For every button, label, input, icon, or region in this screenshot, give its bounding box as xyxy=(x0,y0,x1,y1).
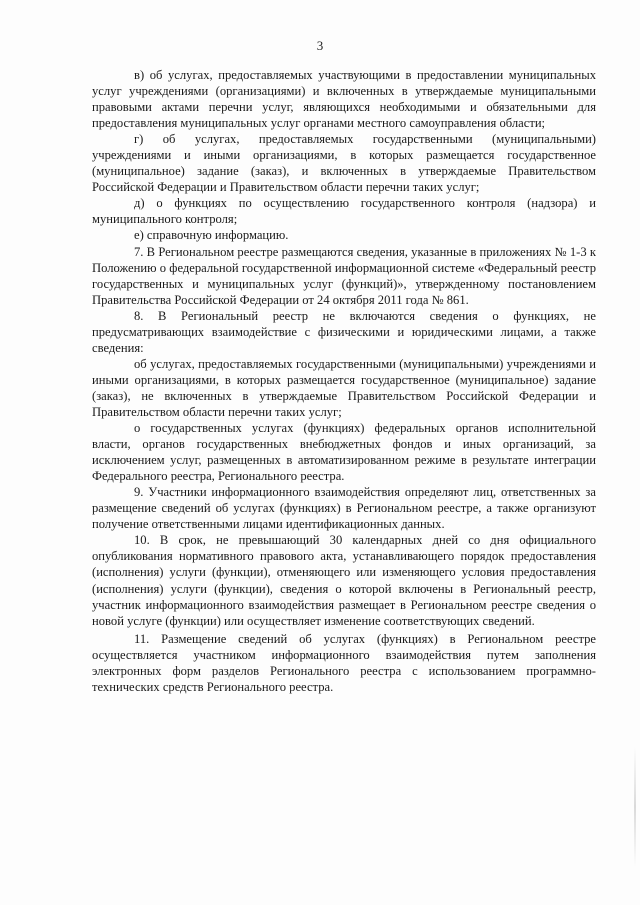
paragraph-item-d: д) о функциях по осуществлению государственного контроля (надзора) и муниципального контроля; xyxy=(92,196,596,227)
paragraph-8: 8. В Региональный реестр не включаются сведения о функциях, не предусматривающих взаимодействие с физическими и юридическими лицами, а также сведения: xyxy=(92,308,596,355)
paragraph-item-v: в) об услугах, предоставляемых участвующими в предоставлении муниципальных услуг учреждениями (организациями) и включенных в утверждаемые муниципальными правовыми актами перечни услуг, являющихся необходимыми и обязательными для предоставления муниципальных услуг органами местного самоуправления области; xyxy=(92,68,596,131)
page-number: 3 xyxy=(316,38,324,53)
scan-edge-shadow xyxy=(634,747,636,867)
document-body xyxy=(92,67,596,695)
paragraph-10: 10. В срок, не превышающий 30 календарных дней со дня официального опубликования нормативного правового акта, устанавливающего порядок предоставления (исполнения) услуги (функции), отменяющего или изменяющего условия предоставления (исполнения) услуги (функции), сведения о которой включены в Региональный реестр, участник информационного взаимодействия размещает в Региональном реестре сведения о новой услуге (функции) или осуществляет изменение соответствующих сведений. xyxy=(92,533,596,628)
paragraph-11: 11. Размещение сведений об услугах (функциях) в Региональном реестре осуществляется участником информационного взаимодействия путем заполнения электронных форм разделов Регионального реестра с использованием программно-технических средств Регионального реестра. xyxy=(92,631,596,694)
paragraph-8-sub-2: о государственных услугах (функциях) федеральных органов исполнительной власти, органов государственных внебюджетных фондов и иных организаций, за исключением услуг, размещенных в автоматизированном режиме в результате интеграции Федерального реестра, Регионального реестра. xyxy=(92,421,596,484)
paragraph-item-e: е) справочную информацию. xyxy=(134,228,289,243)
paragraph-8-sub-1: об услугах, предоставляемых государственными (муниципальными) учреждениями и иными организациями, в которых размещается государственное (муниципальное) задание (заказ), не включенных в утверждаемые Правительством Российской Федерации и Правительством области перечни таких услуг; xyxy=(92,356,596,419)
paragraph-9: 9. Участники информационного взаимодействия определяют лиц, ответственных за размещение сведений об услугах (функциях) в Региональном реестре, а также организуют получение ответственными лицами идентификационных данных. xyxy=(92,485,596,532)
paragraph-item-g: г) об услугах, предоставляемых государственными (муниципальными) учреждениями и иными организациями, в которых размещается государственное (муниципальное) задание (заказ), и включенных в утверждаемые Правительством Российской Федерации и Правительством области перечни таких услуг; xyxy=(92,132,596,195)
paragraph-7: 7. В Региональном реестре размещаются сведения, указанные в приложениях № 1-3 к Положению о федеральной государственной информационной системе «Федеральный реестр государственных и муниципальных услуг (функций)», утвержденному постановлением Правительства Российской Федерации от 24 октября 2011 года № 861. xyxy=(92,244,596,307)
